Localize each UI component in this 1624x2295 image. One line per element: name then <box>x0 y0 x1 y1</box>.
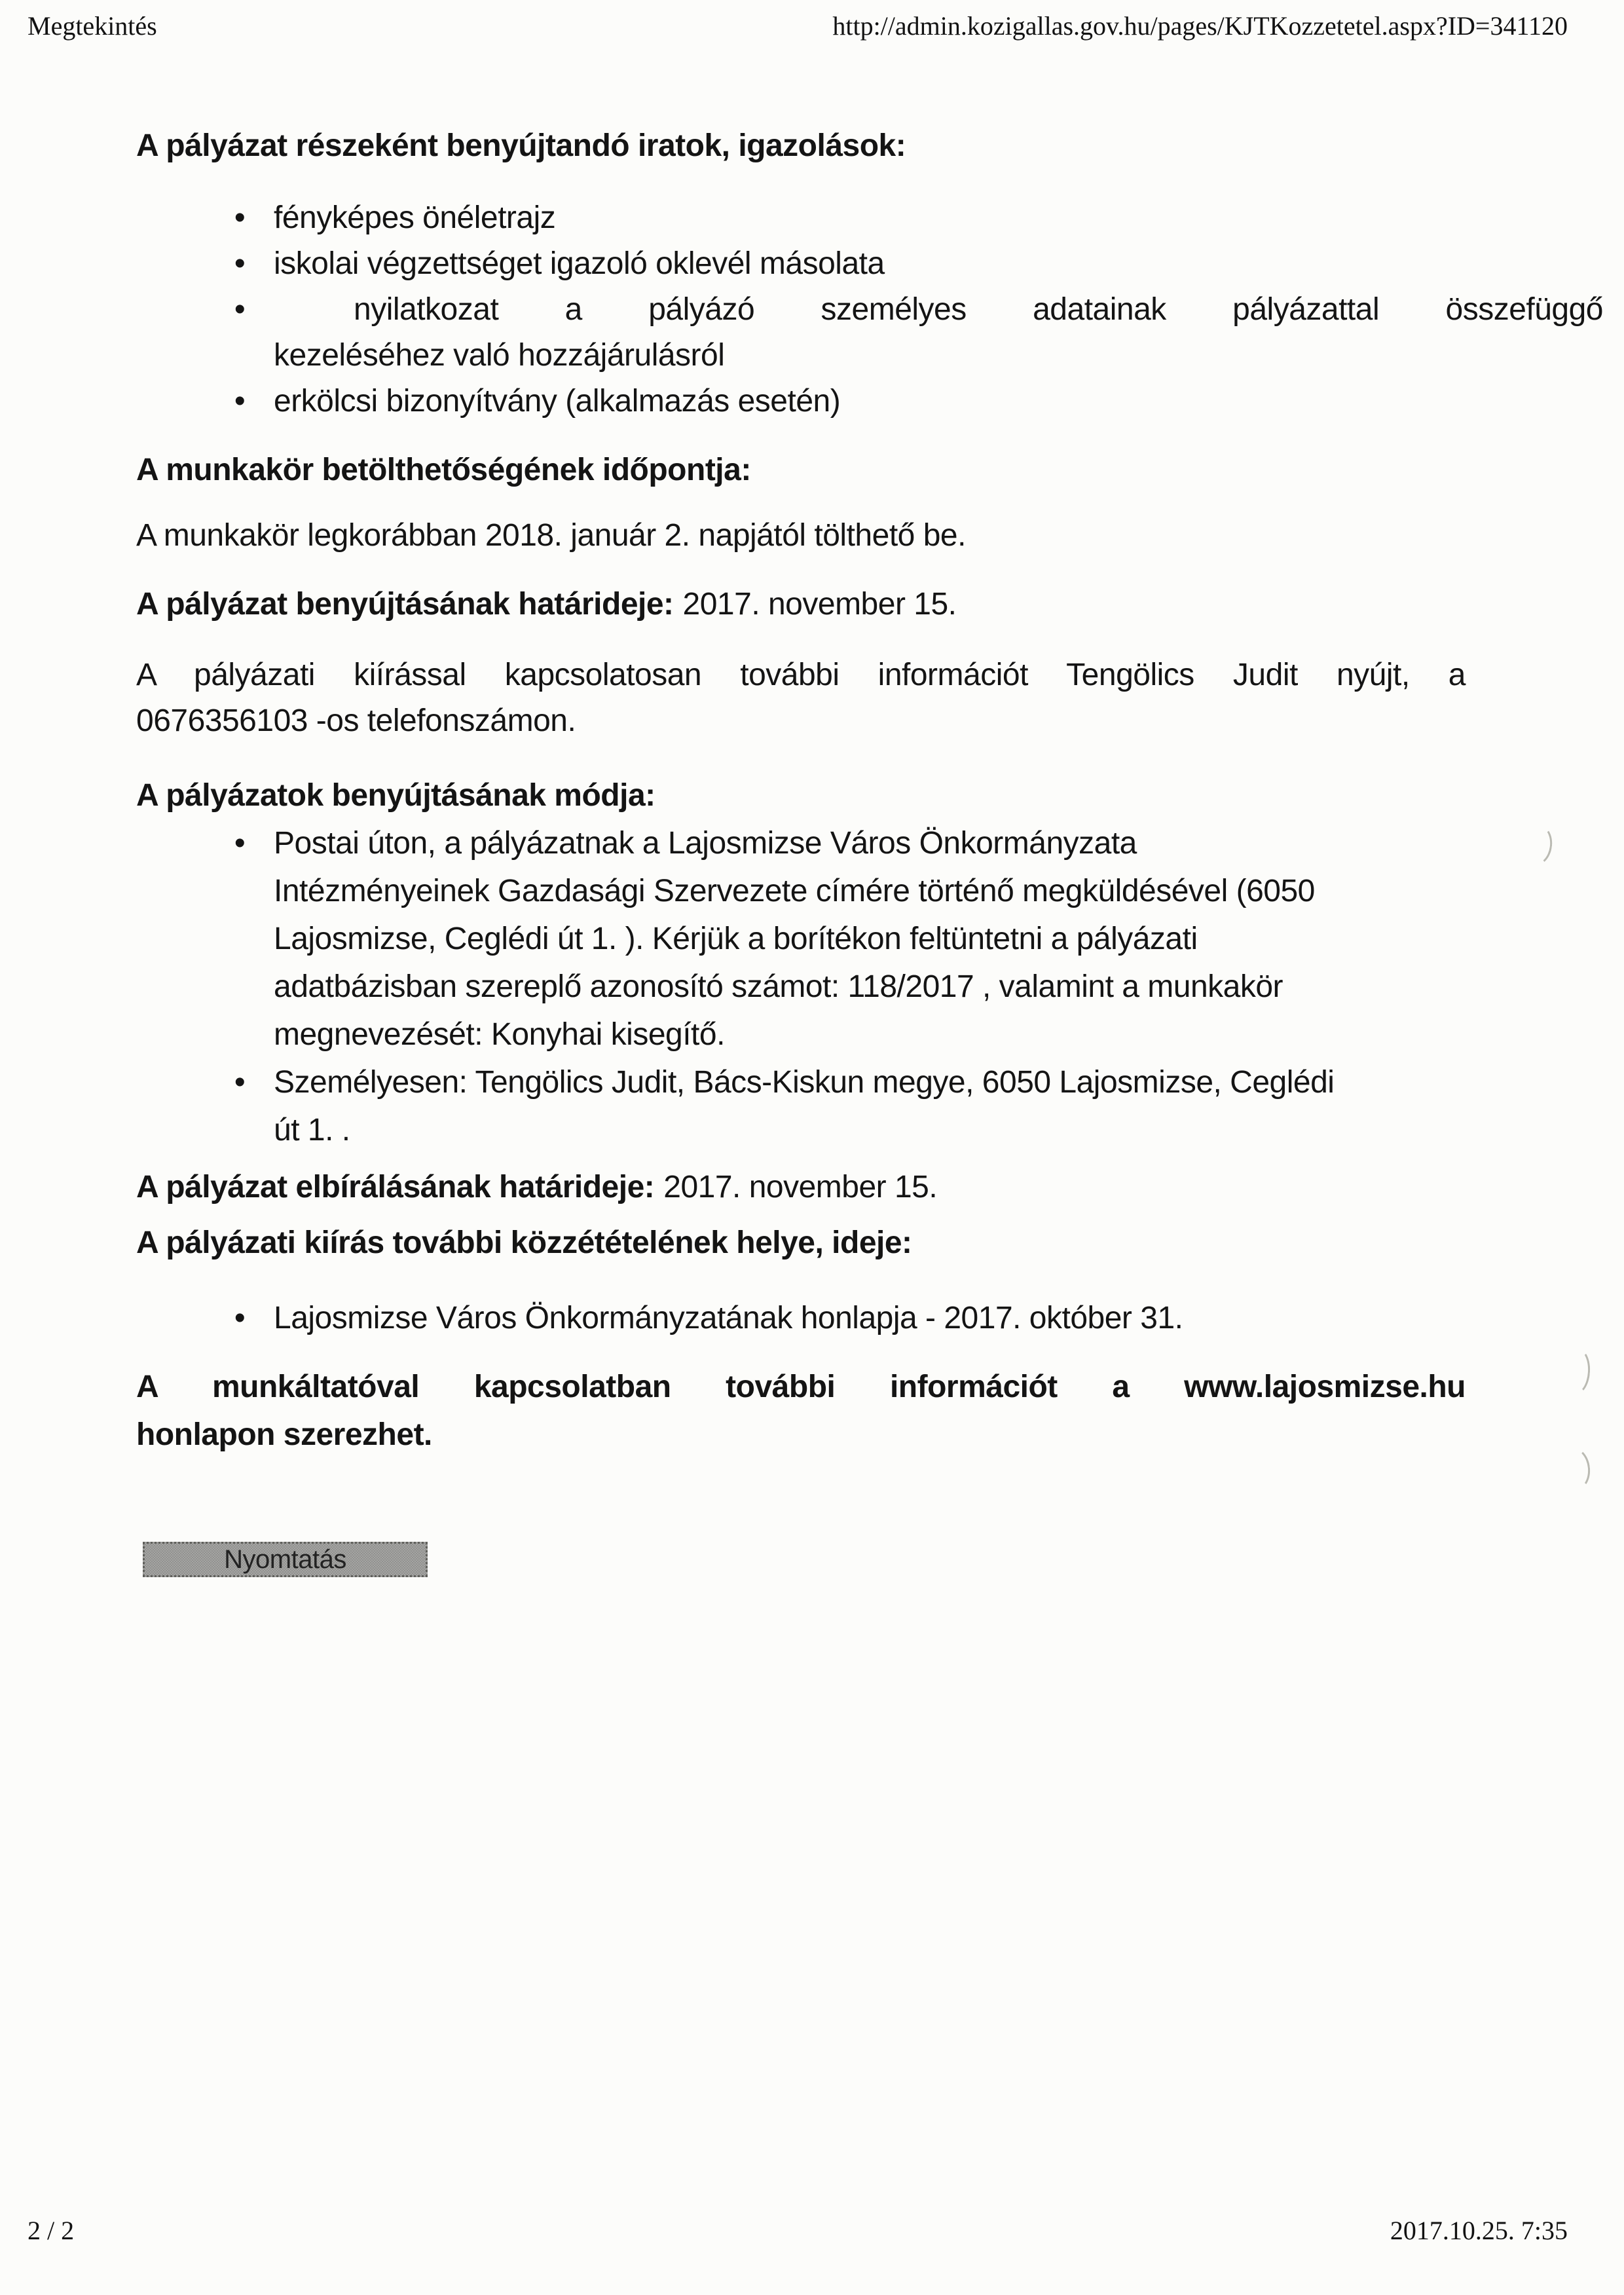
print-timestamp: 2017.10.25. 7:35 <box>1390 2216 1568 2245</box>
list-item-text: fényképes önéletrajz <box>274 200 556 235</box>
list-item-text: út 1. . <box>274 1113 350 1148</box>
list-item-text: iskolai végzettséget igazoló oklevél másolata <box>274 246 885 281</box>
submission-deadline-label: A pályázat benyújtásának határideje: <box>136 587 674 622</box>
submission-deadline-row <box>136 582 1466 627</box>
list-item <box>234 1058 1603 1154</box>
fillable-date-text: A munkakör legkorábban 2018. január 2. napjától tölthető be. <box>136 518 966 553</box>
section-heading-publication: A pályázati kiírás további közzétételének helye, ideje: <box>136 1225 912 1260</box>
list-item <box>234 241 1603 287</box>
print-header-title: Megtekintés <box>28 11 157 41</box>
list-item-text: Lajosmizse, Ceglédi út 1. ). Kérjük a borítékon feltüntetni a pályázati <box>274 922 1198 956</box>
list-item-text: adatbázisban szereplő azonosító számot: 118/2017 , valamint a munkakör <box>274 969 1283 1004</box>
publication-list <box>136 1296 1603 1341</box>
employer-info-line: A munkáltatóval kapcsolatban további információt a www.lajosmizse.hu <box>136 1370 1466 1404</box>
bullet-icon: • <box>234 384 246 419</box>
submission-method-list <box>136 819 1603 1154</box>
bullet-icon: • <box>234 826 246 861</box>
page-number-indicator: 2 / 2 <box>28 2216 75 2245</box>
list-item <box>234 819 1603 1058</box>
employer-info-line: honlapon szerezhet. <box>136 1417 432 1452</box>
judgement-deadline-label: A pályázat elbírálásának határideje: <box>136 1170 655 1204</box>
judgement-deadline-row <box>136 1165 1466 1210</box>
scan-artifact <box>1557 1446 1593 1493</box>
list-item-text: megnevezését: Konyhai kisegítő. <box>274 1017 725 1052</box>
bullet-icon: • <box>234 292 246 327</box>
list-item-text: Postai úton, a pályázatnak a Lajosmizse Város Önkormányzata <box>274 826 1137 861</box>
bullet-icon: • <box>234 200 246 235</box>
print-header-url: http://admin.kozigallas.gov.hu/pages/KJTKozzetetel.aspx?ID=341120 <box>832 11 1568 41</box>
list-item <box>234 379 1603 424</box>
contact-line: 0676356103 -os telefonszámon. <box>136 703 576 738</box>
list-item-text: nyilatkozat a pályázó személyes adatainak pályázattal összefüggő <box>354 292 1603 327</box>
bullet-icon: • <box>234 1065 246 1100</box>
contact-line: A pályázati kiírással kapcsolatosan további információt Tengölics Judit nyújt, a <box>136 658 1466 692</box>
bullet-icon: • <box>234 1301 246 1335</box>
list-item <box>234 195 1603 241</box>
list-item-text: erkölcsi bizonyítvány (alkalmazás esetén) <box>274 384 841 419</box>
list-item <box>234 287 1603 379</box>
section-heading-required-documents: A pályázat részeként benyújtandó iratok, igazolások: <box>136 128 906 163</box>
print-header <box>28 10 1568 41</box>
bullet-icon: • <box>234 246 246 281</box>
print-button[interactable]: Nyomtatás <box>143 1542 428 1577</box>
list-item-text: Intézményeinek Gazdasági Szervezete címére történő megküldésével (6050 <box>274 874 1315 908</box>
list-item <box>234 1296 1603 1341</box>
scan-artifact <box>1561 1347 1592 1396</box>
required-documents-list <box>136 195 1603 424</box>
list-item-text: Személyesen: Tengölics Judit, Bács-Kiskun megye, 6050 Lajosmizse, Ceglédi <box>274 1065 1335 1100</box>
submission-deadline-value: 2017. november 15. <box>682 587 957 622</box>
list-item-text: Lajosmizse Város Önkormányzatának honlapja - 2017. október 31. <box>274 1301 1183 1335</box>
section-heading-submission-method: A pályázatok benyújtásának módja: <box>136 778 655 813</box>
print-footer <box>28 2215 1568 2246</box>
section-heading-fillable-date: A munkakör betölthetőségének időpontja: <box>136 453 751 487</box>
employer-info-paragraph <box>136 1363 1466 1459</box>
list-item-text: kezeléséhez való hozzájárulásról <box>274 338 725 373</box>
contact-paragraph <box>136 652 1466 744</box>
judgement-deadline-value: 2017. november 15. <box>663 1170 938 1204</box>
